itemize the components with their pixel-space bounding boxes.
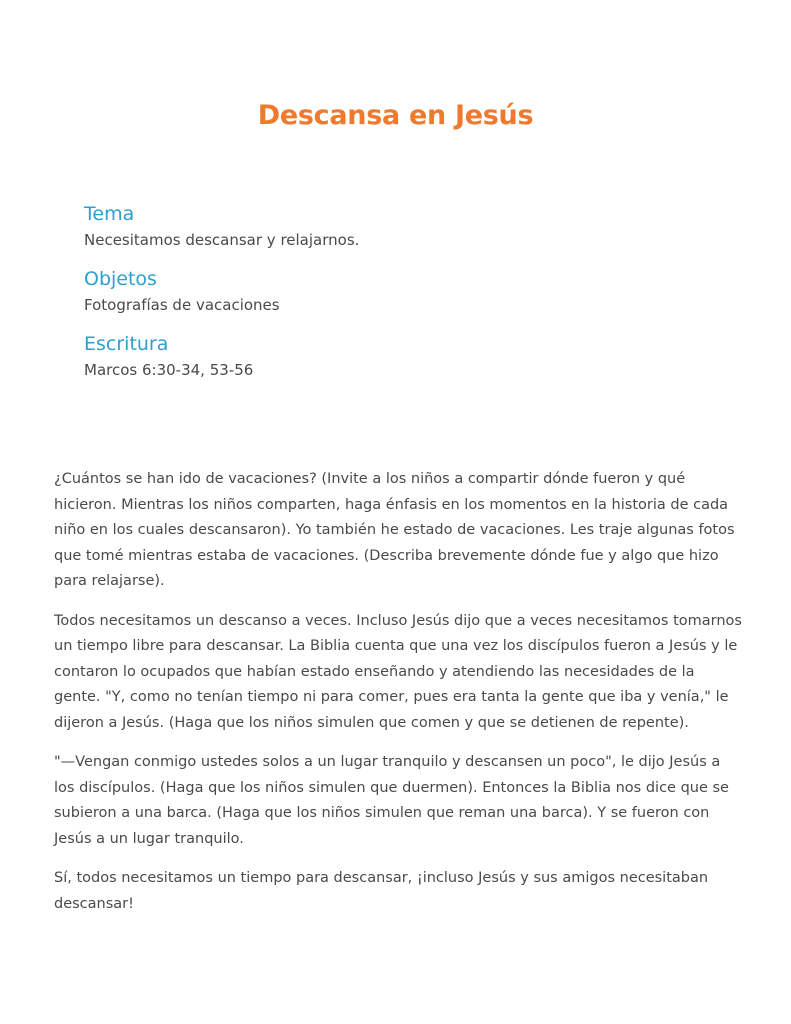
lesson-body [54, 467, 744, 931]
meta-objetos [84, 265, 704, 317]
meta-value-escritura: Marcos 6:30-34, 53-56 [84, 361, 254, 379]
meta-value-tema: Necesitamos descansar y relajarnos. [84, 231, 360, 249]
meta-escritura [84, 330, 704, 382]
paragraph-closing: Sí, todos necesitamos un tiempo para descansar, ¡incluso Jesús y sus amigos necesitaban descansar! [54, 870, 709, 912]
page-title: Descansa en Jesús [257, 100, 534, 131]
meta-tema [84, 200, 704, 252]
paragraph-rest: Todos necesitamos un descanso a veces. Incluso Jesús dijo que a veces necesitamos tomarnos un tiempo libre para descansar. La Biblia cuenta que una vez los discípulos fueron a Jesús y le contaron lo ocupados que habían estado enseñando y atendiendo las necesidades de la gente. "Y, como no tenían tiempo ni para comer, pues era tanta la gente que iba y venía," le dijeron a Jesús. (Haga que los niños simulen que comen y que se detienen de repente). [54, 612, 742, 731]
meta-heading-escritura: Escritura [84, 333, 169, 355]
paragraph-quote: "—Vengan conmigo ustedes solos a un lugar tranquilo y descansen un poco", le dijo Jesús a los discípulos. (Haga que los niños simulen que duermen). Entonces la Biblia nos dice que se subieron a una barca. (Haga que los niños simulen que reman una barca). Y se fueron con Jesús a un lugar tranquilo. [54, 754, 729, 847]
lesson-meta [84, 200, 704, 395]
meta-value-objetos: Fotografías de vacaciones [84, 296, 280, 314]
paragraph-intro: ¿Cuántos se han ido de vacaciones? (Invite a los niños a compartir dónde fueron y qué hicieron. Mientras los niños comparten, haga énfasis en los momentos en la historia de cada niño en los cuales descansaron). Yo también he estado de vacaciones. Les traje algunas fotos que tomé mientras estaba de vacaciones. (Describa brevemente dónde fue y algo que hizo para relajarse). [54, 471, 735, 589]
meta-heading-tema: Tema [84, 203, 135, 225]
meta-heading-objetos: Objetos [84, 268, 157, 290]
